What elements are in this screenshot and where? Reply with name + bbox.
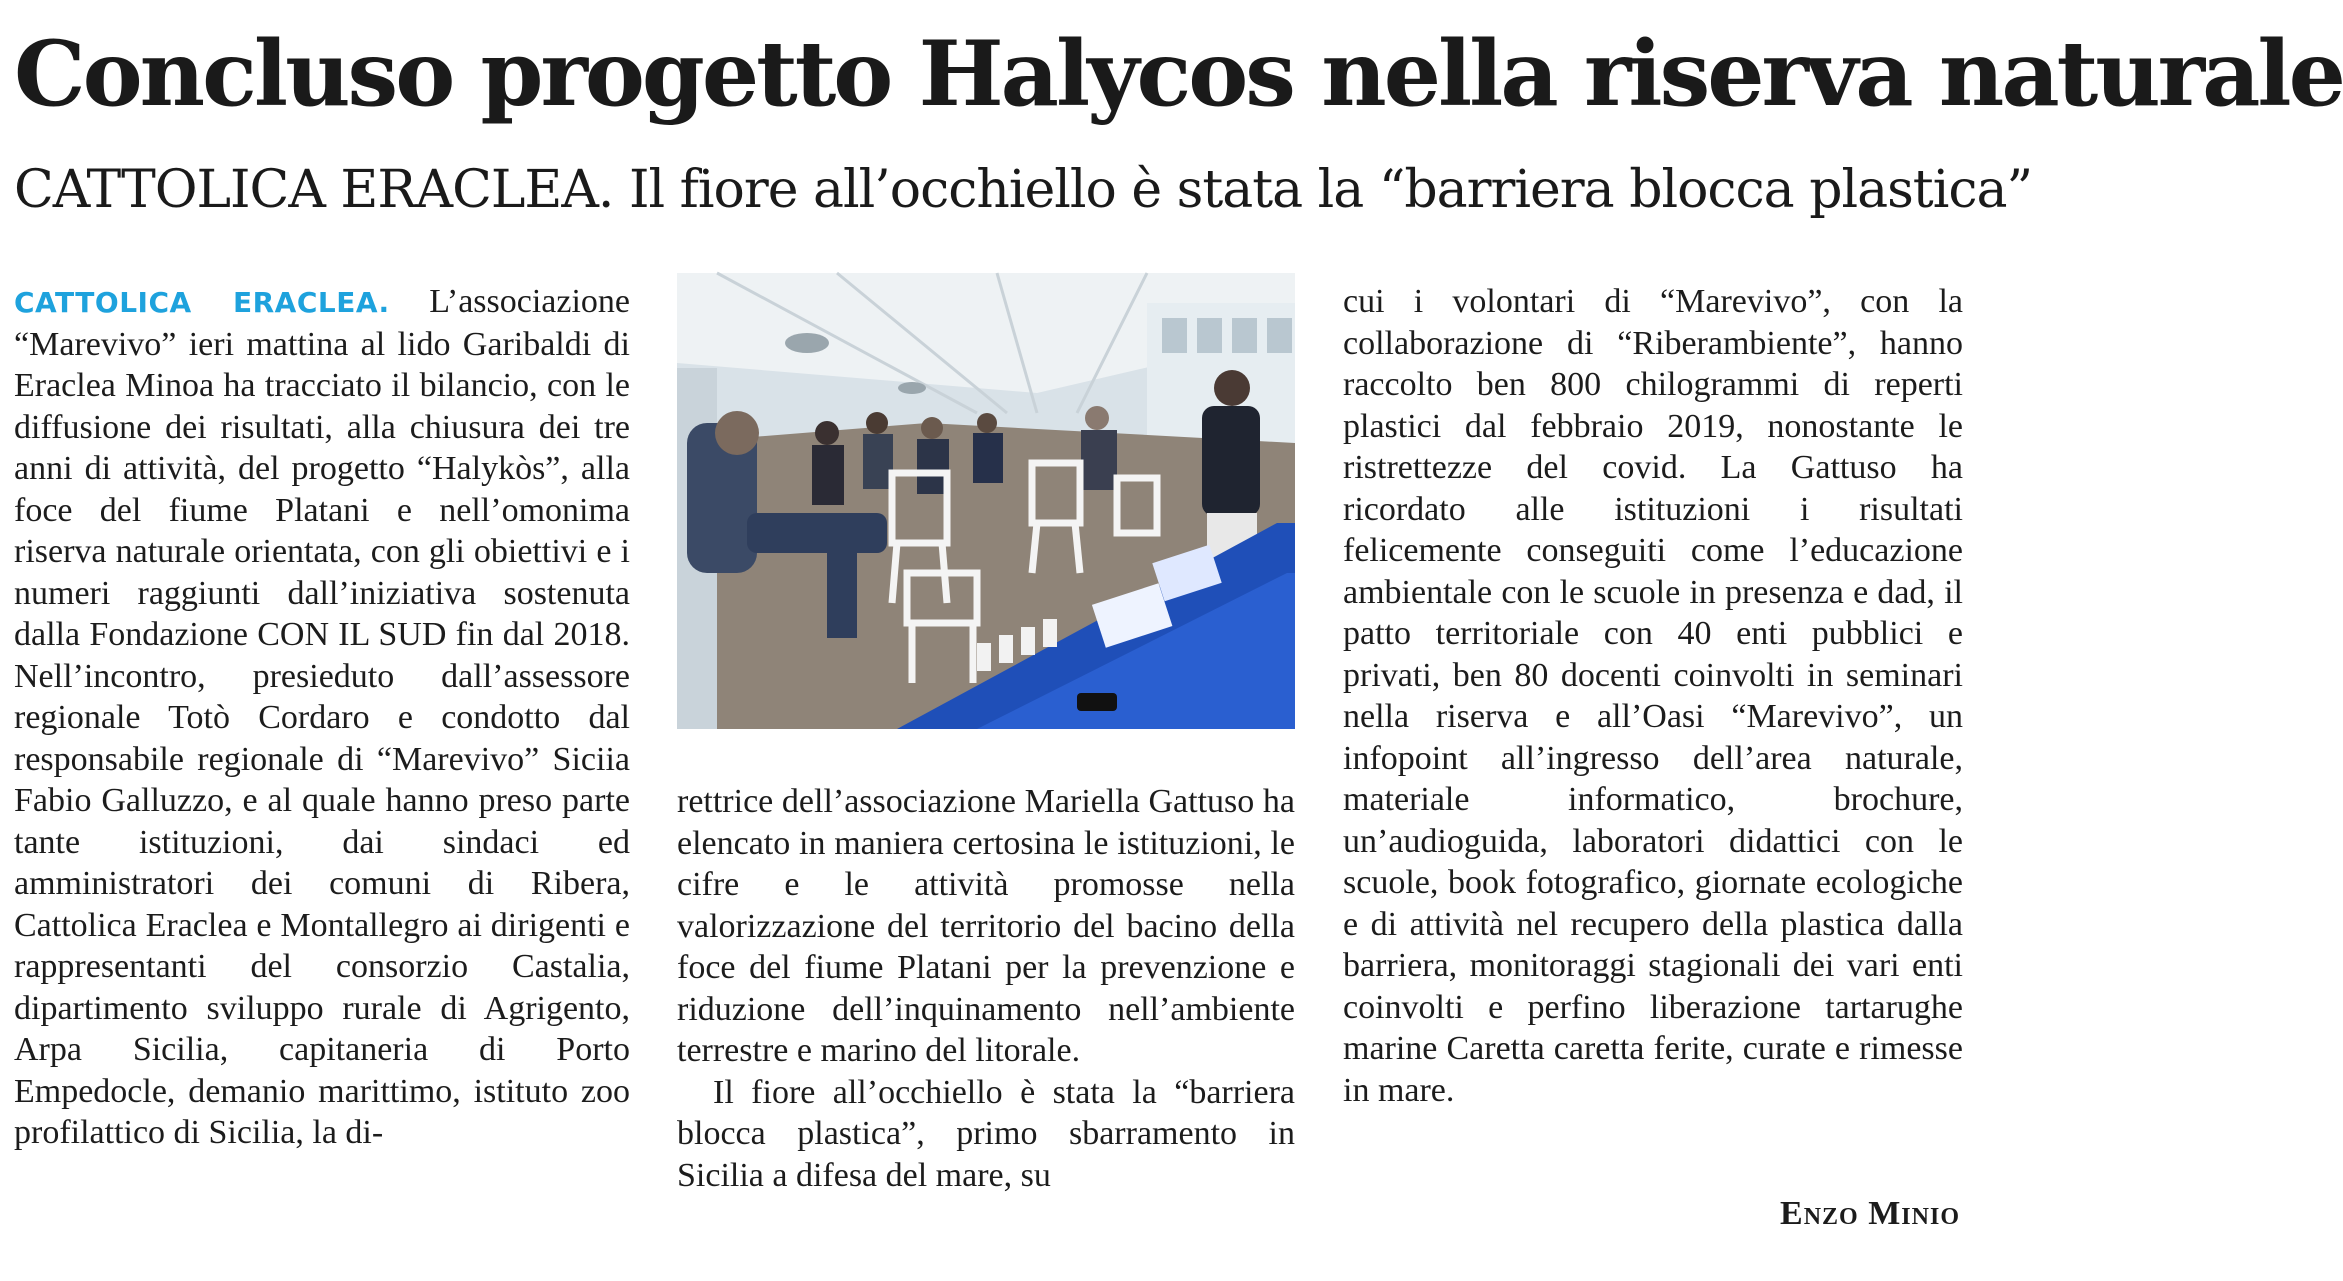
article-photo bbox=[677, 273, 1295, 729]
headline: Concluso progetto Halycos nella riserva naturale bbox=[14, 21, 2343, 127]
paragraph bbox=[14, 281, 630, 1154]
paragraph: cui i volontari di “Marevivo”, con la collaborazione di “Riberambiente”, hanno raccolto ben 800 chilogrammi di reperti plastici dal febbraio 2019, nonostante le ristrettezze del covid. La Gattuso ha ricordato alle istituzioni i risultati felicemente conseguiti come l’educazione ambientale con le scuole in presenza e dad, il patto territoriale con 40 enti pubblici e privati, ben 80 docenti coinvolti in seminari nella riserva e all’Oasi “Marevivo”, un infopoint all’ingresso dell’area naturale, materiale informatico, brochure, un’audioguida, laboratori didattici con le scuole, book fotografico, giornate ecologiche e di attività nel recupero della plastica dalla barriera, monitoraggi stagionali dei vari enti coinvolti e perfino liberazione tartarughe marine Caretta caretta ferite, curate e rimesse in mare. bbox=[1343, 283, 1963, 1109]
paragraph: rettrice dell’associazione Mariella Gattuso ha elencato in maniera certosina le istituzioni, le cifre e le attività promosse nella valorizzazione del territorio del bacino della foce del fiume Platani per la prevenzione e riduzione dell’inquinamento nell’ambiente terrestre e marino del litorale. bbox=[677, 783, 1295, 1069]
article-column-1 bbox=[14, 281, 630, 1154]
paragraph: Il fiore all’occhiello è stata la “barriera blocca plastica”, primo sbarramento in Sicilia a difesa del mare, su bbox=[677, 1073, 1295, 1194]
subheadline: CATTOLICA ERACLEA. Il fiore all’occhiello è stata la “barriera blocca plastica” bbox=[14, 160, 2033, 220]
article-column-3 bbox=[1343, 281, 1963, 1111]
article-column-2 bbox=[677, 781, 1295, 1196]
dateline: CATTOLICA ERACLEA. bbox=[14, 286, 390, 319]
byline: Enzo Minio bbox=[1780, 1195, 1960, 1232]
column-1-text: L’associazione “Marevivo” ieri mattina al lido Garibaldi di Eraclea Minoa ha tracciato il bilancio, con le diffusione dei risultati, alla chiusura dei tre anni di attività, del progetto “Halykòs”, alla foce del fiume Platani e nell’omonima riserva naturale orientata, con gli obiettivi e i numeri raggiunti dall’iniziativa sostenuta dalla Fondazione CON IL SUD fin dal 2018. Nell’incontro, presieduto dall’assessore regionale Totò Cordaro e condotto dal responsabile regionale di “Marevivo” Siciia Fabio Galluzzo, e al quale hanno preso parte tante istituzioni, dai sindaci ed amministratori dei comuni di Ribera, Cattolica Eraclea e Montallegro ai dirigenti e rappresentanti del consorzio Castalia, dipartimento sviluppo rurale di Agrigento, Arpa Sicilia, capitaneria di Porto Empedocle, demanio marittimo, istituto zoo profilattico di Sicilia, la di- bbox=[14, 283, 630, 1151]
meeting-photo-illustration bbox=[677, 273, 1295, 729]
